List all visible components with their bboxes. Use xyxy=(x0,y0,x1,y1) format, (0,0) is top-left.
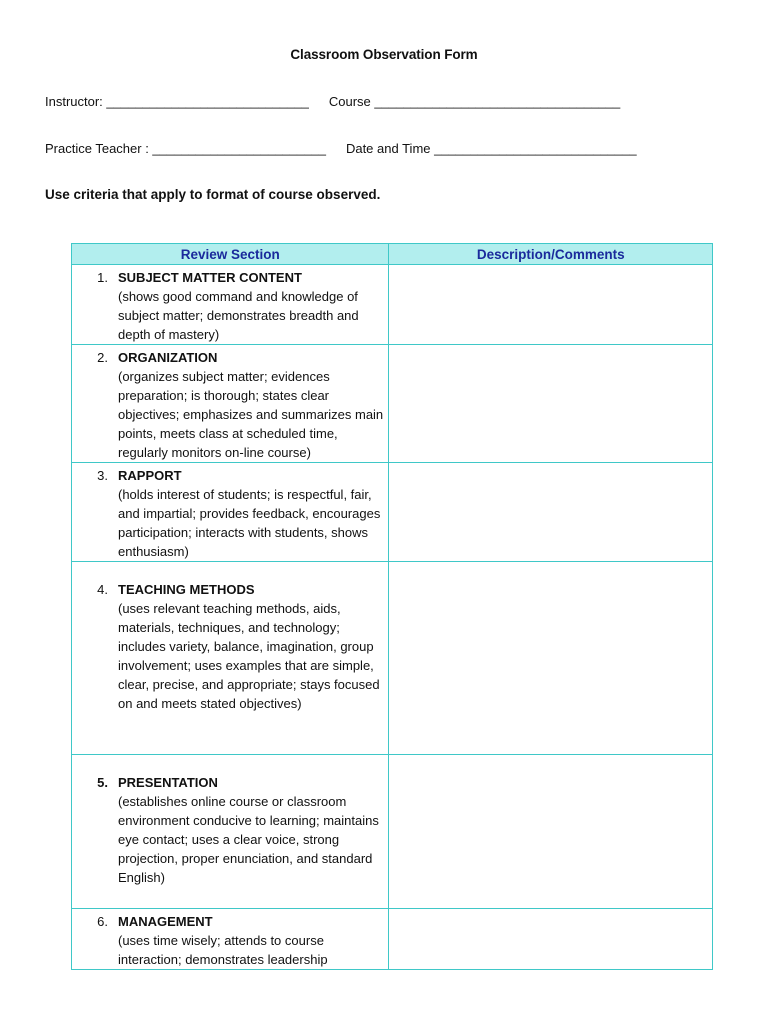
teacher-date-line xyxy=(45,141,637,156)
comments-cell[interactable] xyxy=(389,562,713,755)
item-number: 1. xyxy=(97,270,108,285)
header-description-comments: Description/Comments xyxy=(389,244,713,265)
table-row xyxy=(72,909,713,970)
item-heading: MANAGEMENT xyxy=(118,914,213,929)
review-section-cell xyxy=(72,345,389,463)
item-number: 5. xyxy=(97,775,108,790)
form-title: Classroom Observation Form xyxy=(290,47,478,62)
item-number: 6. xyxy=(97,914,108,929)
date-time-field: Date and Time ____________________________ xyxy=(345,141,637,156)
header-review-section: Review Section xyxy=(72,244,389,265)
table-row xyxy=(72,265,713,345)
comments-cell[interactable] xyxy=(389,909,713,970)
comments-cell[interactable] xyxy=(389,463,713,562)
table-row xyxy=(72,562,713,755)
review-section-cell xyxy=(72,909,389,970)
table-row xyxy=(72,345,713,463)
item-description: (shows good command and knowledge of subject matter; demonstrates breadth and depth of mastery) xyxy=(118,289,359,342)
course-field: Course __________________________________ xyxy=(328,94,621,109)
instruction-text: Use criteria that apply to format of course observed. xyxy=(45,187,381,202)
item-number: 4. xyxy=(97,582,108,597)
comments-cell[interactable] xyxy=(389,755,713,909)
comments-cell[interactable] xyxy=(389,265,713,345)
item-description: (organizes subject matter; evidences preparation; is thorough; states clear objectives; emphasizes and summarizes main points, meets class at scheduled time, regularly monitors on-line course) xyxy=(118,369,384,460)
item-number: 2. xyxy=(97,350,108,365)
item-heading: PRESENTATION xyxy=(118,775,218,790)
review-table xyxy=(71,243,713,970)
table-row xyxy=(72,755,713,909)
table-header-row xyxy=(72,244,713,265)
item-heading: SUBJECT MATTER CONTENT xyxy=(118,270,302,285)
table-row xyxy=(72,463,713,562)
practice-teacher-field: Practice Teacher : ________________________ xyxy=(45,141,326,156)
item-description: (uses time wisely; attends to course interaction; demonstrates leadership xyxy=(118,933,328,967)
review-section-cell xyxy=(72,755,389,909)
instructor-field: Instructor: ____________________________ xyxy=(45,94,309,109)
comments-cell[interactable] xyxy=(389,345,713,463)
review-section-cell xyxy=(72,265,389,345)
item-heading: ORGANIZATION xyxy=(118,350,218,365)
item-description: (uses relevant teaching methods, aids, materials, techniques, and technology; includes variety, balance, imagination, group involvement; uses examples that are simple, clear, precise, and appropriate; stays focused on and meets stated objectives) xyxy=(118,601,380,711)
instructor-course-line xyxy=(45,94,620,109)
review-section-cell xyxy=(72,562,389,755)
item-heading: RAPPORT xyxy=(118,468,182,483)
item-description: (holds interest of students; is respectful, fair, and impartial; provides feedback, encourages participation; interacts with students, shows enthusiasm) xyxy=(118,487,381,559)
review-section-cell xyxy=(72,463,389,562)
item-heading: TEACHING METHODS xyxy=(118,582,255,597)
item-number: 3. xyxy=(97,468,108,483)
item-description: (establishes online course or classroom environment conducive to learning; maintains eye contact; uses a clear voice, strong projection, proper enunciation, and standard English) xyxy=(118,794,379,885)
